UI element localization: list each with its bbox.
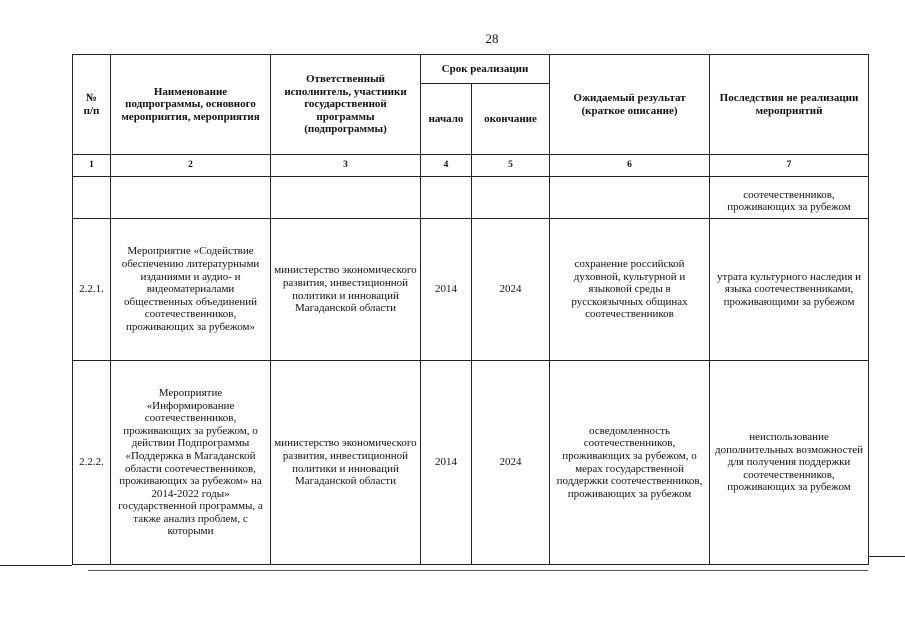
header-result: Ожидаемый результат (краткое описание) xyxy=(550,55,710,155)
header-start: начало xyxy=(421,84,472,155)
header-consequence: Последствия не реализации мероприятий xyxy=(710,55,869,155)
column-number-row xyxy=(73,155,869,177)
cell-empty xyxy=(73,177,111,219)
column-number: 7 xyxy=(710,155,869,177)
column-number: 3 xyxy=(271,155,421,177)
column-number: 1 xyxy=(73,155,111,177)
column-number: 5 xyxy=(472,155,550,177)
header-num: № п/п xyxy=(73,55,111,155)
cell-name: Мероприятие «Информирование соотечественников, проживающих за рубежом, о действии Подпрограммы «Поддержка в Магаданской области соотечественников, проживающих за рубежом» на 2014-2022 годы» государственной программы, а также анализ проблем, с которыми xyxy=(111,361,271,565)
cell-empty xyxy=(271,177,421,219)
cell-start: 2014 xyxy=(421,361,472,565)
cell-result: сохранение российской духовной, культурной и языковой среды в русскоязычных общинах соотечественников xyxy=(550,219,710,361)
page-edge-line-right xyxy=(868,556,905,557)
page-number: 28 xyxy=(485,31,499,46)
cell-empty xyxy=(550,177,710,219)
cell-name: Мероприятие «Содействие обеспечению литературными изданиями и аудио- и видеоматериалами общественных объединений соотечественников, проживающих за рубежом» xyxy=(111,219,271,361)
cell-empty xyxy=(111,177,271,219)
cell-consequence: неиспользование дополнительных возможностей для получения поддержки соотечественников, проживающих за рубежом xyxy=(710,361,869,565)
table-row xyxy=(73,219,869,361)
cell-num: 2.2.2. xyxy=(73,361,111,565)
cell-result: осведомленность соотечественников, проживающих за рубежом, о мерах государственной поддержки соотечественников, проживающих за рубежом xyxy=(550,361,710,565)
page-edge-line-left xyxy=(0,565,72,566)
bottom-rule xyxy=(88,570,868,571)
header-executor: Ответственный исполнитель, участники государственной программы (подпрограммы) xyxy=(271,55,421,155)
header-period: Срок реализации xyxy=(421,55,550,84)
column-number: 2 xyxy=(111,155,271,177)
column-number: 6 xyxy=(550,155,710,177)
column-number: 4 xyxy=(421,155,472,177)
table-header-row-1 xyxy=(73,55,869,84)
cell-end: 2024 xyxy=(472,361,550,565)
cell-num: 2.2.1. xyxy=(73,219,111,361)
cell-executor: министерство экономического развития, инвестиционной политики и инноваций Магаданской области xyxy=(271,219,421,361)
cell-end: 2024 xyxy=(472,219,550,361)
table-row xyxy=(73,361,869,565)
cell-consequence: утрата культурного наследия и языка соотечественниками, проживающими за рубежом xyxy=(710,219,869,361)
program-activities-table xyxy=(72,54,869,565)
cell-executor: министерство экономического развития, инвестиционной политики и инноваций Магаданской области xyxy=(271,361,421,565)
cell-consequence: соотечественников, проживающих за рубежом xyxy=(710,177,869,219)
continuation-row xyxy=(73,177,869,219)
cell-start: 2014 xyxy=(421,219,472,361)
cell-empty xyxy=(472,177,550,219)
header-end: окончание xyxy=(472,84,550,155)
cell-empty xyxy=(421,177,472,219)
header-name: Наименование подпрограммы, основного мероприятия, мероприятия xyxy=(111,55,271,155)
